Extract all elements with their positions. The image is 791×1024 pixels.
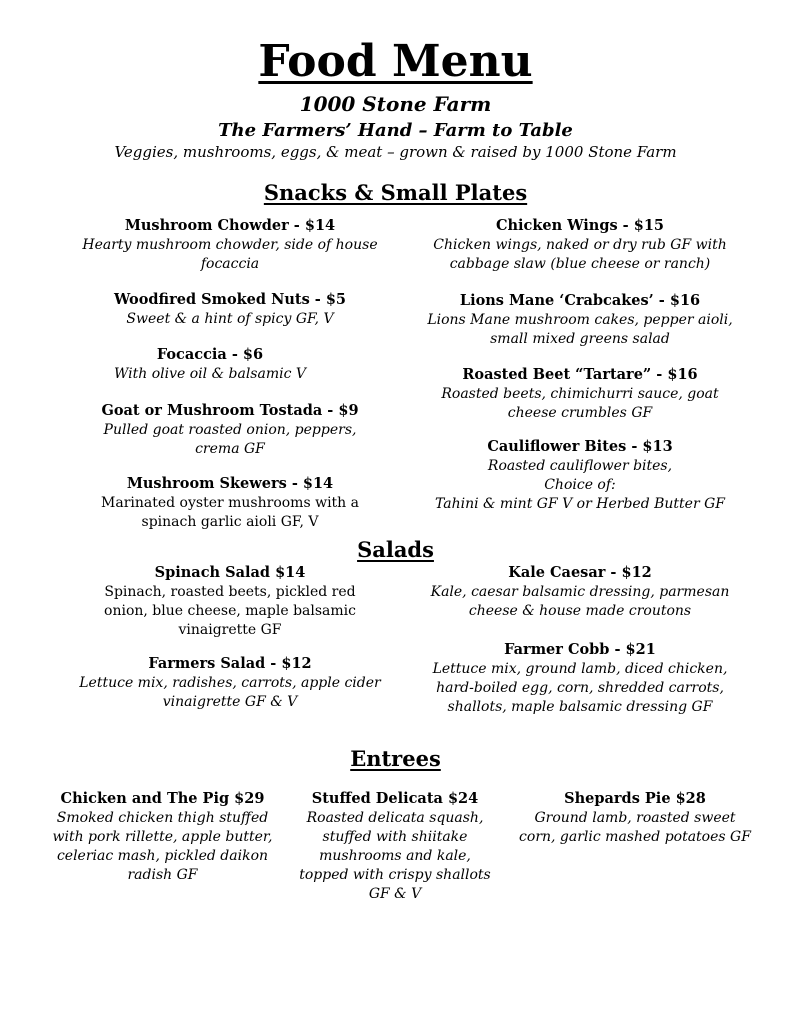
item-desc-line: Smoked chicken thigh stuffed [56,810,269,826]
item-desc-line: vinaigrette GF & V [162,694,298,710]
item-desc-line: mushrooms and kale, [319,848,471,864]
item-desc-line: with pork rillette, apple butter, [52,829,273,845]
item-desc-line: stuffed with shiitake [322,829,468,845]
item-desc-line: topped with crispy shallots [299,867,491,883]
menu-item [400,291,760,349]
item-name: Stuffed Delicata $24 [311,790,479,807]
menu-item [400,216,760,274]
item-name: Spinach Salad $14 [154,564,306,581]
item-desc-line: cheese crumbles GF [507,405,653,421]
item-name: Farmer Cobb - $21 [504,641,656,658]
tagline: The Farmers’ Hand – Farm to Table [218,120,573,141]
item-name: Kale Caesar - $12 [508,564,652,581]
menu-item [40,563,420,640]
menu-item [400,640,760,717]
menu-item [30,789,295,885]
farm-name: 1000 Stone Farm [299,92,492,116]
item-desc-line: Spinach, roasted beets, pickled red [104,584,356,600]
item-desc-line: Kale, caesar balsamic dressing, parmesan [430,584,730,600]
item-desc-line: Lettuce mix, radishes, carrots, apple cider [79,675,381,691]
item-name: Cauliflower Bites - $13 [487,438,673,455]
section-heading-salads: Salads [357,537,434,562]
menu-item [40,654,420,712]
item-desc-line: spinach garlic aioli GF, V [141,514,319,530]
item-desc-line: celeriac mash, pickled daikon [56,848,269,864]
item-name: Goat or Mushroom Tostada - $9 [101,402,359,419]
menu-item [280,789,510,904]
menu-item [400,365,760,423]
menu-item [40,345,380,384]
menu-item [400,437,760,514]
item-desc-line: Roasted beets, chimichurri sauce, goat [441,386,719,402]
menu-item [40,290,420,329]
item-name: Mushroom Skewers - $14 [126,475,334,492]
item-desc-line: With olive oil & balsamic V [114,366,306,382]
item-desc-line: focaccia [200,256,260,272]
item-desc-line: small mixed greens salad [490,331,670,347]
item-desc-line: vinaigrette GF [178,622,282,638]
item-desc-line: Pulled goat roasted onion, peppers, [103,422,357,438]
item-desc-line: shallots, maple balsamic dressing GF [447,699,713,715]
item-desc-line: hard-boiled egg, corn, shredded carrots, [436,680,724,696]
menu-item [40,401,420,459]
item-name: Farmers Salad - $12 [148,655,312,672]
item-desc-line: Ground lamb, roasted sweet [534,810,736,826]
item-desc-line: GF & V [368,886,422,902]
item-desc-line: onion, blue cheese, maple balsamic [104,603,356,619]
item-desc-line: Tahini & mint GF V or Herbed Butter GF [434,496,725,512]
item-name: Chicken and The Pig $29 [60,790,265,807]
item-name: Chicken Wings - $15 [495,217,665,234]
item-desc-line: Sweet & a hint of spicy GF, V [126,311,334,327]
item-desc-line: Lions Mane mushroom cakes, pepper aioli, [427,312,733,328]
item-name: Shepards Pie $28 [564,790,706,807]
menu-title: Food Menu [258,36,533,87]
item-name: Mushroom Chowder - $14 [124,217,336,234]
item-desc-line: Chicken wings, naked or dry rub GF with [433,237,727,253]
item-desc-line: Hearty mushroom chowder, side of house [82,237,378,253]
item-name: Woodfired Smoked Nuts - $5 [113,291,347,308]
item-desc-line: crema GF [195,441,265,457]
menu-description: Veggies, mushrooms, eggs, & meat – grown & raised by 1000 Stone Farm [114,143,677,161]
menu-item [40,474,420,532]
item-desc-line: Roasted delicata squash, [306,810,484,826]
item-desc-line: cabbage slaw (blue cheese or ranch) [449,256,711,272]
item-name: Lions Mane ‘Crabcakes’ - $16 [459,292,701,309]
menu-item [505,789,765,847]
item-desc-line: Lettuce mix, ground lamb, diced chicken, [432,661,728,677]
item-desc-line: Choice of: [544,477,616,493]
item-desc-line: Marinated oyster mushrooms with a [101,495,359,511]
menu-item [40,216,420,274]
item-name: Roasted Beet “Tartare” - $16 [462,366,698,383]
item-desc-line: corn, garlic mashed potatoes GF [519,829,751,845]
item-name: Focaccia - $6 [156,346,264,363]
section-heading-entrees: Entrees [350,746,441,771]
item-desc-line: Roasted cauliflower bites, [487,458,673,474]
item-desc-line: radish GF [127,867,198,883]
menu-item [400,563,760,621]
section-heading-snacks: Snacks & Small Plates [263,180,528,205]
item-desc-line: cheese & house made croutons [468,603,692,619]
